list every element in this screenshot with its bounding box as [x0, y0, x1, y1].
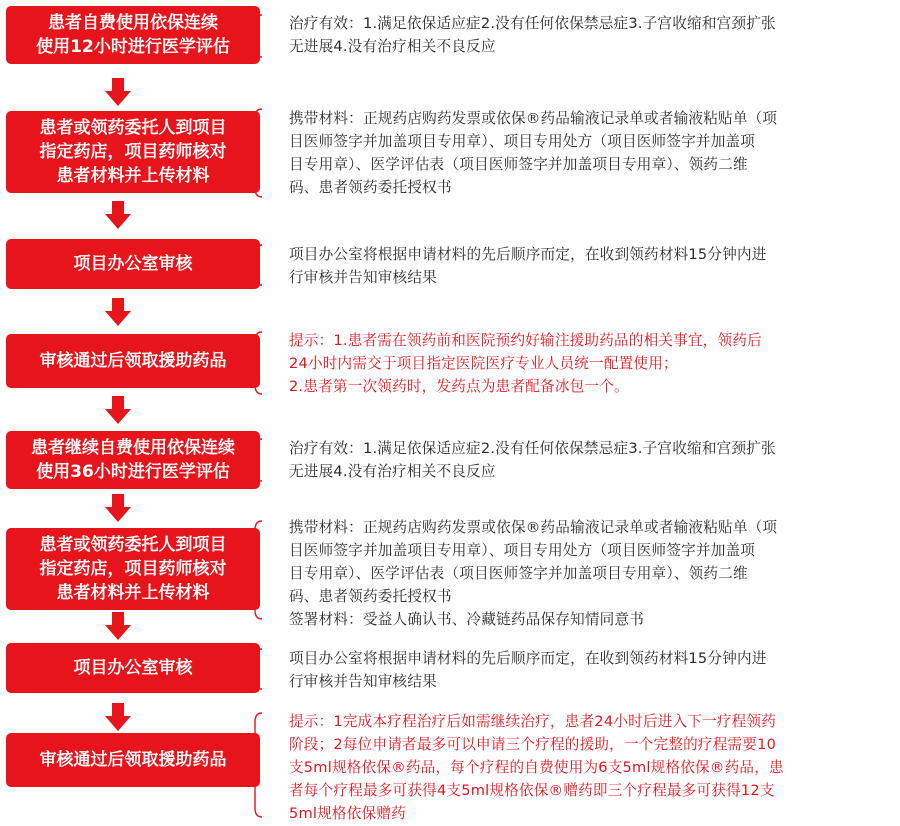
step-5-note: 治疗有效：1.满足依保适应症2.没有任何依保禁忌症3.子宫收缩和宫颈扩张 无进展4.没有治疗相关不良反应: [289, 440, 776, 480]
step-7-brace: [251, 648, 263, 690]
step-6-box: 患者或领药委托人到项目 指定药店，项目药师核对 患者材料并上传材料: [6, 528, 260, 610]
down-arrow-icon: [105, 494, 131, 522]
down-arrow-icon: [105, 78, 131, 106]
step-7-box: 项目办公室审核: [6, 643, 260, 693]
step-5-brace: [251, 438, 263, 482]
step-8-note: 提示：1完成本疗程治疗后如需继续治疗，患者24小时后进入下一疗程领药 阶段；2每位申请者最多可以申请三个疗程的援助，一个完整的疗程需要10 支5ml规格依保®药品，每个疗程的自费使用为6支5ml规格依保®药品，患 者每个疗程最多可获得4支5ml规格依保®赠药即三个疗程最多可获得12支 5ml规格依保赠药: [289, 713, 784, 822]
step-1-brace: [251, 14, 263, 58]
step-4-box: 审核通过后领取援助药品: [6, 334, 260, 388]
step-6-note: 携带材料：正规药店购药发票或依保®药品输液记录单或者输液粘贴单（项 目医师签字并加盖项目专用章）、项目专用处方（项目医师签字并加盖项 目专用章）、医学评估表（项目医师签字并加盖项目专用章）、领药二维 码、患者领药委托授权书 签署材料：受益人确认书、冷藏链药品保存知情同意书: [289, 519, 778, 628]
step-5-box: 患者继续自费使用依保连续 使用36小时进行医学评估: [6, 431, 260, 489]
down-arrow-icon: [105, 396, 131, 424]
step-1-note: 治疗有效：1.满足依保适应症2.没有任何依保禁忌症3.子宫收缩和宫颈扩张 无进展4.没有治疗相关不良反应: [289, 15, 776, 55]
step-4-brace: [251, 331, 263, 395]
step-3-box: 项目办公室审核: [6, 239, 260, 289]
step-2-brace: [251, 108, 263, 198]
step-8-box: 审核通过后领取援助药品: [6, 733, 260, 787]
step-6-brace: [251, 520, 263, 620]
down-arrow-icon: [105, 201, 131, 229]
step-1-box: 患者自费使用依保连续 使用12小时进行医学评估: [6, 6, 260, 64]
down-arrow-icon: [105, 703, 131, 731]
step-3-note: 项目办公室将根据申请材料的先后顺序而定，在收到领药材料15分钟内进 行审核并告知审核结果: [289, 246, 767, 286]
step-2-note: 携带材料：正规药店购药发票或依保®药品输液记录单或者输液粘贴单（项 目医师签字并加盖项目专用章）、项目专用处方（项目医师签字并加盖项 目专用章）、医学评估表（项目医师签字并加盖项目专用章）、领药二维 码、患者领药委托授权书: [289, 110, 778, 196]
step-4-note: 提示：1.患者需在领药前和医院预约好输注援助药品的相关事宜，领药后 24小时内需交于项目指定医院医疗专业人员统一配置使用； 2.患者第一次领药时，发药点为患者配备冰包一个。: [289, 332, 762, 395]
step-7-note: 项目办公室将根据申请材料的先后顺序而定，在收到领药材料15分钟内进 行审核并告知审核结果: [289, 650, 767, 690]
step-3-brace: [251, 244, 263, 286]
down-arrow-icon: [105, 298, 131, 326]
step-2-box: 患者或领药委托人到项目 指定药店，项目药师核对 患者材料并上传材料: [6, 111, 260, 193]
down-arrow-icon: [105, 612, 131, 640]
step-8-brace: [251, 712, 263, 818]
